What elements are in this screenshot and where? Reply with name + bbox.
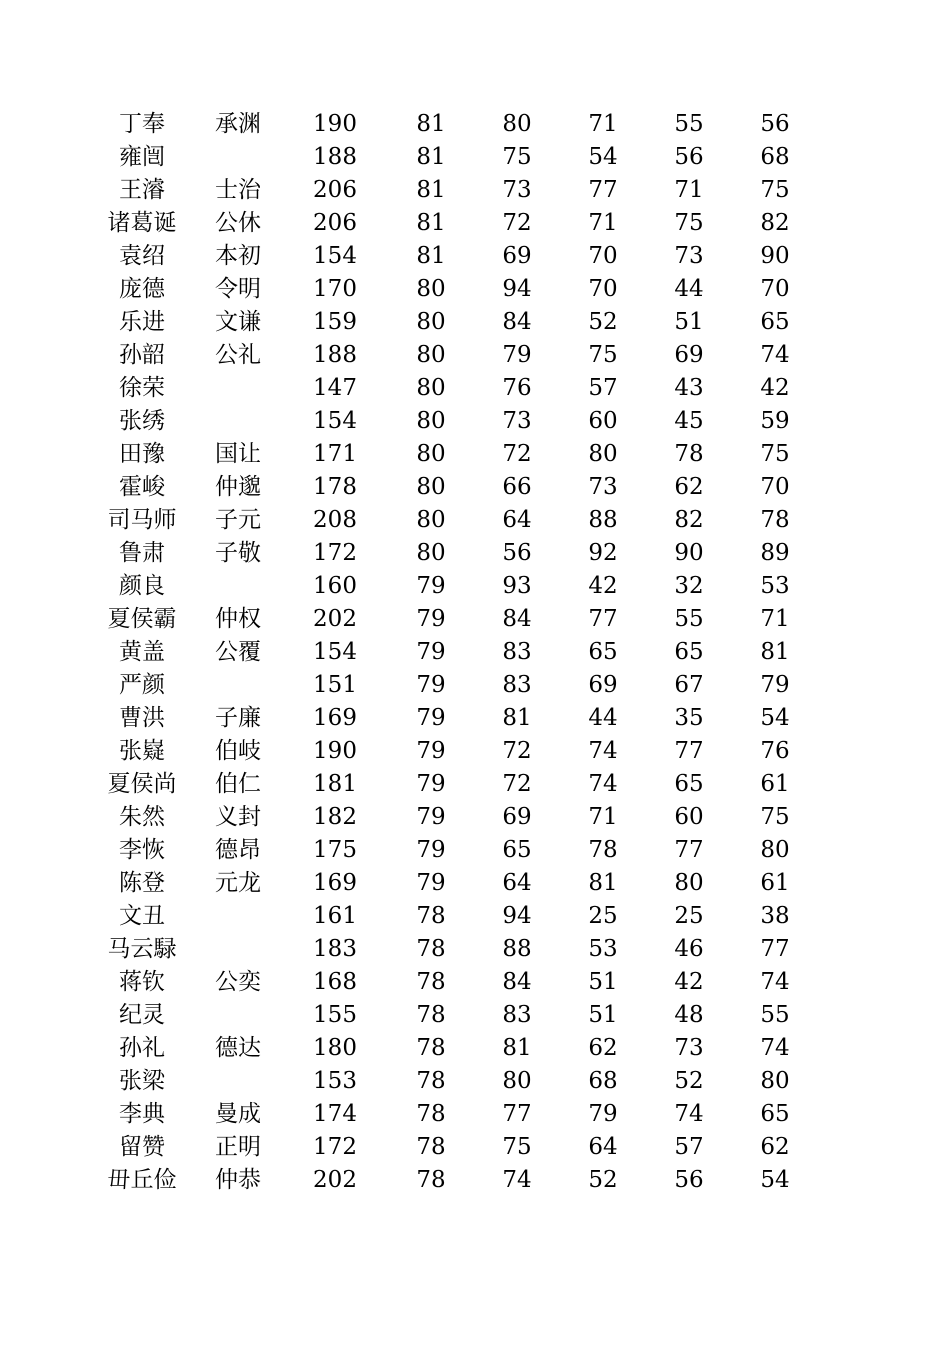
stat-value-cell: 64 (502, 870, 532, 896)
general-name-cell: 李恢 (119, 837, 165, 863)
stat-value-cell: 35 (674, 705, 704, 731)
stat-value-cell: 74 (502, 1167, 532, 1193)
stat-value-cell: 171 (313, 441, 357, 467)
stat-value-cell: 174 (313, 1101, 357, 1127)
stat-value-cell: 73 (674, 1035, 704, 1061)
stat-value-cell: 56 (502, 540, 532, 566)
general-name-cell: 严颜 (119, 672, 165, 698)
stat-value-cell: 83 (502, 672, 532, 698)
stat-value-cell: 48 (674, 1002, 704, 1028)
table-row (0, 801, 950, 834)
stat-value-cell: 72 (502, 210, 532, 236)
general-name-cell: 乐进 (119, 309, 165, 335)
stat-value-cell: 84 (502, 606, 532, 632)
stat-value-cell: 66 (502, 474, 532, 500)
stat-value-cell: 77 (588, 606, 618, 632)
courtesy-name-cell: 正明 (215, 1134, 261, 1160)
stat-value-cell: 79 (588, 1101, 618, 1127)
stat-value-cell: 190 (313, 111, 357, 137)
courtesy-name-cell: 令明 (215, 276, 261, 302)
stat-value-cell: 78 (416, 1068, 446, 1094)
stat-value-cell: 155 (313, 1002, 357, 1028)
general-name-cell: 雍闿 (119, 144, 165, 170)
stat-value-cell: 188 (313, 144, 357, 170)
courtesy-name-cell: 子敬 (215, 540, 261, 566)
stat-value-cell: 168 (313, 969, 357, 995)
stat-value-cell: 188 (313, 342, 357, 368)
stat-value-cell: 81 (416, 210, 446, 236)
general-name-cell: 王濬 (119, 177, 165, 203)
courtesy-name-cell (200, 1065, 276, 1098)
general-name-cell: 夏侯尚 (107, 771, 177, 797)
courtesy-name-cell: 伯岐 (215, 738, 261, 764)
stat-value-cell: 79 (416, 804, 446, 830)
stat-value-cell: 54 (760, 705, 790, 731)
stat-value-cell: 44 (588, 705, 618, 731)
stat-value-cell: 90 (760, 243, 790, 269)
stat-value-cell: 68 (588, 1068, 618, 1094)
stat-value-cell: 71 (588, 804, 618, 830)
stat-value-cell: 80 (416, 309, 446, 335)
stat-value-cell: 80 (416, 441, 446, 467)
table-row (0, 1098, 950, 1131)
general-name-cell: 毌丘俭 (107, 1167, 177, 1193)
stat-value-cell: 159 (313, 309, 357, 335)
stat-value-cell: 75 (588, 342, 618, 368)
stat-value-cell: 147 (313, 375, 357, 401)
general-name-cell: 鲁肃 (119, 540, 165, 566)
general-name-cell: 诸葛诞 (107, 210, 177, 236)
stat-value-cell: 180 (313, 1035, 357, 1061)
stat-value-cell: 169 (313, 705, 357, 731)
stat-value-cell: 55 (760, 1002, 790, 1028)
courtesy-name-cell: 公礼 (215, 342, 261, 368)
courtesy-name-cell (200, 141, 276, 174)
stat-value-cell: 65 (674, 639, 704, 665)
stat-value-cell: 79 (416, 639, 446, 665)
general-name-cell: 司马师 (107, 507, 177, 533)
courtesy-name-cell: 公奕 (215, 969, 261, 995)
stat-value-cell: 94 (502, 903, 532, 929)
courtesy-name-cell: 子元 (215, 507, 261, 533)
stat-value-cell: 64 (588, 1134, 618, 1160)
stat-value-cell: 44 (674, 276, 704, 302)
courtesy-name-cell: 本初 (215, 243, 261, 269)
stat-value-cell: 154 (313, 408, 357, 434)
stat-value-cell: 178 (313, 474, 357, 500)
stat-value-cell: 79 (416, 606, 446, 632)
stat-value-cell: 183 (313, 936, 357, 962)
stat-value-cell: 65 (760, 309, 790, 335)
stat-value-cell: 51 (588, 1002, 618, 1028)
stat-value-cell: 79 (416, 837, 446, 863)
table-row (0, 372, 950, 405)
stat-value-cell: 81 (416, 111, 446, 137)
table-row (0, 735, 950, 768)
stat-value-cell: 77 (588, 177, 618, 203)
stat-value-cell: 72 (502, 771, 532, 797)
stat-value-cell: 75 (502, 1134, 532, 1160)
stat-value-cell: 61 (760, 870, 790, 896)
general-name-cell: 曹洪 (119, 705, 165, 731)
general-name-cell: 陈登 (119, 870, 165, 896)
stat-value-cell: 77 (502, 1101, 532, 1127)
courtesy-name-cell: 公覆 (215, 639, 261, 665)
courtesy-name-cell: 承渊 (215, 111, 261, 137)
stat-value-cell: 76 (760, 738, 790, 764)
stat-value-cell: 57 (674, 1134, 704, 1160)
stat-value-cell: 55 (674, 111, 704, 137)
stat-value-cell: 84 (502, 309, 532, 335)
stat-value-cell: 74 (760, 342, 790, 368)
stat-value-cell: 74 (674, 1101, 704, 1127)
stat-value-cell: 79 (416, 705, 446, 731)
general-name-cell: 朱然 (119, 804, 165, 830)
general-name-cell: 田豫 (119, 441, 165, 467)
stat-value-cell: 65 (760, 1101, 790, 1127)
table-row (0, 306, 950, 339)
stat-value-cell: 78 (416, 936, 446, 962)
stat-value-cell: 71 (674, 177, 704, 203)
stat-value-cell: 80 (416, 507, 446, 533)
stat-value-cell: 64 (502, 507, 532, 533)
table-row (0, 966, 950, 999)
stat-value-cell: 53 (588, 936, 618, 962)
table-row (0, 405, 950, 438)
stat-value-cell: 169 (313, 870, 357, 896)
stat-value-cell: 154 (313, 639, 357, 665)
table-row (0, 570, 950, 603)
table-row (0, 834, 950, 867)
stat-value-cell: 78 (416, 1134, 446, 1160)
stat-value-cell: 77 (760, 936, 790, 962)
stat-value-cell: 80 (416, 408, 446, 434)
stat-value-cell: 42 (760, 375, 790, 401)
courtesy-name-cell (200, 669, 276, 702)
courtesy-name-cell: 仲恭 (215, 1167, 261, 1193)
stat-value-cell: 78 (674, 441, 704, 467)
stat-value-cell: 80 (502, 1068, 532, 1094)
stat-value-cell: 52 (674, 1068, 704, 1094)
stat-value-cell: 46 (674, 936, 704, 962)
general-name-cell: 庞德 (119, 276, 165, 302)
stat-value-cell: 25 (674, 903, 704, 929)
table-row (0, 471, 950, 504)
table-row (0, 504, 950, 537)
general-name-cell: 留赞 (119, 1134, 165, 1160)
stat-value-cell: 78 (416, 1035, 446, 1061)
stat-value-cell: 88 (588, 507, 618, 533)
stat-value-cell: 70 (760, 474, 790, 500)
stat-value-cell: 80 (674, 870, 704, 896)
stat-value-cell: 73 (674, 243, 704, 269)
stat-value-cell: 69 (674, 342, 704, 368)
courtesy-name-cell: 德达 (215, 1035, 261, 1061)
table-row (0, 900, 950, 933)
table-row (0, 339, 950, 372)
stat-value-cell: 68 (760, 144, 790, 170)
stat-value-cell: 51 (674, 309, 704, 335)
table-row (0, 537, 950, 570)
stat-value-cell: 25 (588, 903, 618, 929)
courtesy-name-cell: 国让 (215, 441, 261, 467)
stat-value-cell: 70 (588, 276, 618, 302)
stat-value-cell: 80 (760, 837, 790, 863)
stat-value-cell: 72 (502, 738, 532, 764)
stat-value-cell: 81 (416, 177, 446, 203)
table-row (0, 702, 950, 735)
stat-value-cell: 79 (416, 573, 446, 599)
stat-value-cell: 202 (313, 1167, 357, 1193)
stat-value-cell: 73 (502, 177, 532, 203)
general-name-cell: 黄盖 (119, 639, 165, 665)
stat-value-cell: 65 (502, 837, 532, 863)
stat-value-cell: 61 (760, 771, 790, 797)
stat-value-cell: 160 (313, 573, 357, 599)
stat-value-cell: 77 (674, 738, 704, 764)
table-row (0, 867, 950, 900)
stat-value-cell: 172 (313, 1134, 357, 1160)
table-row (0, 603, 950, 636)
stat-value-cell: 92 (588, 540, 618, 566)
courtesy-name-cell: 公休 (215, 210, 261, 236)
stat-value-cell: 43 (674, 375, 704, 401)
stat-value-cell: 80 (416, 540, 446, 566)
stat-value-cell: 78 (416, 969, 446, 995)
stat-value-cell: 79 (416, 738, 446, 764)
stat-value-cell: 93 (502, 573, 532, 599)
stat-value-cell: 42 (674, 969, 704, 995)
stat-value-cell: 57 (588, 375, 618, 401)
table-row (0, 273, 950, 306)
stat-value-cell: 75 (760, 177, 790, 203)
stat-value-cell: 67 (674, 672, 704, 698)
stat-value-cell: 79 (416, 672, 446, 698)
courtesy-name-cell: 文谦 (215, 309, 261, 335)
stat-value-cell: 170 (313, 276, 357, 302)
stat-value-cell: 208 (313, 507, 357, 533)
stat-value-cell: 38 (760, 903, 790, 929)
stat-value-cell: 56 (674, 144, 704, 170)
stat-value-cell: 83 (502, 639, 532, 665)
stat-value-cell: 80 (588, 441, 618, 467)
courtesy-name-cell: 士治 (215, 177, 261, 203)
general-name-cell: 张绣 (119, 408, 165, 434)
stat-value-cell: 80 (416, 342, 446, 368)
stat-value-cell: 74 (760, 969, 790, 995)
stat-value-cell: 56 (674, 1167, 704, 1193)
stat-value-cell: 65 (588, 639, 618, 665)
table-row (0, 240, 950, 273)
stat-value-cell: 70 (588, 243, 618, 269)
courtesy-name-cell: 伯仁 (215, 771, 261, 797)
stat-value-cell: 60 (674, 804, 704, 830)
table-row (0, 636, 950, 669)
stat-value-cell: 69 (502, 804, 532, 830)
stat-value-cell: 79 (416, 870, 446, 896)
table-row (0, 1164, 950, 1197)
general-name-cell: 丁奉 (119, 111, 165, 137)
stat-value-cell: 74 (588, 771, 618, 797)
stat-value-cell: 72 (502, 441, 532, 467)
stat-value-cell: 76 (502, 375, 532, 401)
stat-value-cell: 84 (502, 969, 532, 995)
table-row (0, 669, 950, 702)
stat-value-cell: 71 (588, 210, 618, 236)
stat-value-cell: 81 (760, 639, 790, 665)
stat-value-cell: 45 (674, 408, 704, 434)
stat-value-cell: 54 (760, 1167, 790, 1193)
stat-value-cell: 69 (588, 672, 618, 698)
stat-value-cell: 65 (674, 771, 704, 797)
stat-value-cell: 81 (416, 144, 446, 170)
table-row (0, 108, 950, 141)
stat-value-cell: 80 (416, 375, 446, 401)
stat-value-cell: 52 (588, 309, 618, 335)
stat-value-cell: 78 (760, 507, 790, 533)
courtesy-name-cell: 德昂 (215, 837, 261, 863)
stat-value-cell: 78 (416, 1101, 446, 1127)
general-stats-table (0, 108, 950, 1197)
courtesy-name-cell (200, 372, 276, 405)
table-row (0, 1131, 950, 1164)
stat-value-cell: 182 (313, 804, 357, 830)
stat-value-cell: 74 (588, 738, 618, 764)
stat-value-cell: 60 (588, 408, 618, 434)
general-name-cell: 袁绍 (119, 243, 165, 269)
stat-value-cell: 83 (502, 1002, 532, 1028)
general-name-cell: 张嶷 (119, 738, 165, 764)
table-row (0, 438, 950, 471)
stat-value-cell: 81 (502, 705, 532, 731)
stat-value-cell: 153 (313, 1068, 357, 1094)
stat-value-cell: 78 (588, 837, 618, 863)
stat-value-cell: 69 (502, 243, 532, 269)
stat-value-cell: 55 (674, 606, 704, 632)
general-name-cell: 纪灵 (119, 1002, 165, 1028)
general-name-cell: 文丑 (119, 903, 165, 929)
stat-value-cell: 59 (760, 408, 790, 434)
general-name-cell: 孙韶 (119, 342, 165, 368)
stat-value-cell: 80 (416, 474, 446, 500)
stat-value-cell: 172 (313, 540, 357, 566)
stat-value-cell: 71 (760, 606, 790, 632)
table-row (0, 207, 950, 240)
stat-value-cell: 75 (760, 441, 790, 467)
stat-value-cell: 94 (502, 276, 532, 302)
stat-value-cell: 206 (313, 177, 357, 203)
stat-value-cell: 154 (313, 243, 357, 269)
general-name-cell: 张梁 (119, 1068, 165, 1094)
stat-value-cell: 75 (502, 144, 532, 170)
courtesy-name-cell: 义封 (215, 804, 261, 830)
stat-value-cell: 73 (502, 408, 532, 434)
stat-value-cell: 206 (313, 210, 357, 236)
stat-value-cell: 79 (502, 342, 532, 368)
stat-value-cell: 52 (588, 1167, 618, 1193)
stat-value-cell: 81 (502, 1035, 532, 1061)
table-row (0, 999, 950, 1032)
general-name-cell: 马云騄 (107, 936, 177, 962)
general-name-cell: 蒋钦 (119, 969, 165, 995)
stat-value-cell: 88 (502, 936, 532, 962)
general-name-cell: 夏侯霸 (107, 606, 177, 632)
courtesy-name-cell (200, 900, 276, 933)
stat-value-cell: 82 (674, 507, 704, 533)
stat-value-cell: 75 (760, 804, 790, 830)
stat-value-cell: 81 (416, 243, 446, 269)
stat-value-cell: 62 (760, 1134, 790, 1160)
courtesy-name-cell (200, 999, 276, 1032)
stat-value-cell: 73 (588, 474, 618, 500)
courtesy-name-cell (200, 570, 276, 603)
stat-value-cell: 53 (760, 573, 790, 599)
stat-value-cell: 161 (313, 903, 357, 929)
general-name-cell: 霍峻 (119, 474, 165, 500)
stat-value-cell: 77 (674, 837, 704, 863)
stat-value-cell: 79 (760, 672, 790, 698)
stat-value-cell: 71 (588, 111, 618, 137)
courtesy-name-cell (200, 405, 276, 438)
stat-value-cell: 79 (416, 771, 446, 797)
stat-value-cell: 190 (313, 738, 357, 764)
courtesy-name-cell: 元龙 (215, 870, 261, 896)
stat-value-cell: 78 (416, 1002, 446, 1028)
stat-value-cell: 74 (760, 1035, 790, 1061)
stat-value-cell: 80 (502, 111, 532, 137)
stat-value-cell: 181 (313, 771, 357, 797)
general-name-cell: 孙礼 (119, 1035, 165, 1061)
stat-value-cell: 78 (416, 1167, 446, 1193)
stat-value-cell: 81 (588, 870, 618, 896)
stat-value-cell: 70 (760, 276, 790, 302)
stat-value-cell: 78 (416, 903, 446, 929)
stat-value-cell: 32 (674, 573, 704, 599)
courtesy-name-cell (200, 933, 276, 966)
stat-value-cell: 175 (313, 837, 357, 863)
stat-value-cell: 82 (760, 210, 790, 236)
stat-value-cell: 202 (313, 606, 357, 632)
stat-value-cell: 51 (588, 969, 618, 995)
table-row (0, 141, 950, 174)
table-row (0, 1065, 950, 1098)
table-row (0, 933, 950, 966)
stat-value-cell: 151 (313, 672, 357, 698)
general-name-cell: 颜良 (119, 573, 165, 599)
stat-value-cell: 75 (674, 210, 704, 236)
stat-value-cell: 80 (416, 276, 446, 302)
stat-value-cell: 62 (588, 1035, 618, 1061)
table-row (0, 174, 950, 207)
stat-value-cell: 54 (588, 144, 618, 170)
table-row (0, 768, 950, 801)
stat-value-cell: 89 (760, 540, 790, 566)
courtesy-name-cell: 仲权 (215, 606, 261, 632)
stat-value-cell: 90 (674, 540, 704, 566)
stat-value-cell: 62 (674, 474, 704, 500)
table-row (0, 1032, 950, 1065)
general-name-cell: 徐荣 (119, 375, 165, 401)
general-name-cell: 李典 (119, 1101, 165, 1127)
courtesy-name-cell: 仲邈 (215, 474, 261, 500)
stat-value-cell: 42 (588, 573, 618, 599)
courtesy-name-cell: 曼成 (215, 1101, 261, 1127)
courtesy-name-cell: 子廉 (215, 705, 261, 731)
stat-value-cell: 56 (760, 111, 790, 137)
stat-value-cell: 80 (760, 1068, 790, 1094)
